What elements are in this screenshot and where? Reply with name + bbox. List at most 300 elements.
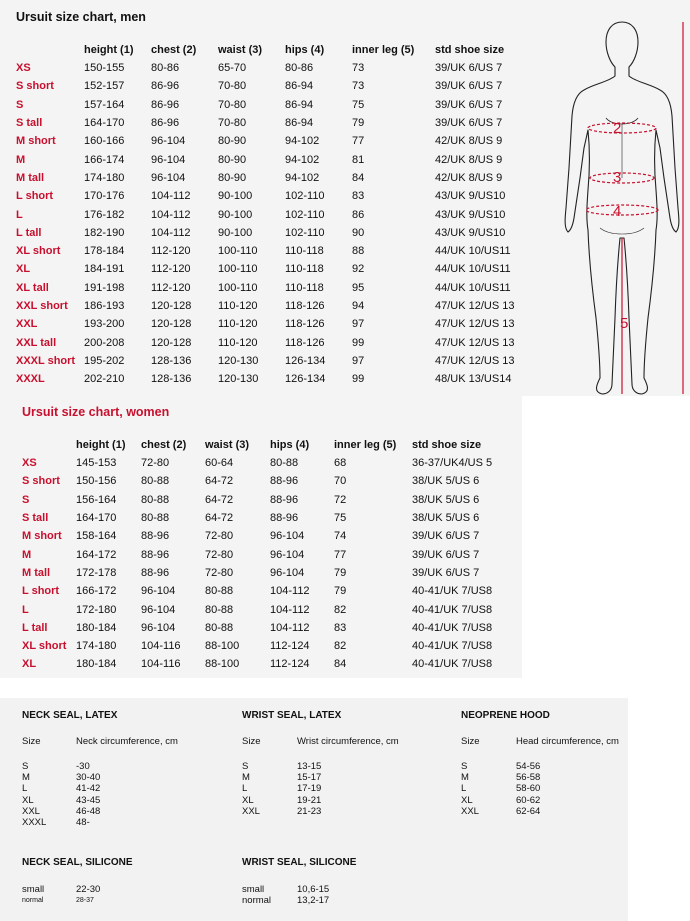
table-row bbox=[22, 545, 507, 563]
table-row bbox=[16, 169, 530, 187]
size-label: XXXL bbox=[16, 373, 45, 386]
table-cell: 92 bbox=[352, 263, 365, 276]
table-cell: 104-112 bbox=[151, 208, 191, 221]
table-row bbox=[22, 454, 507, 472]
table-cell: 193-200 bbox=[84, 318, 125, 331]
table-cell: 94-102 bbox=[285, 153, 320, 166]
seal-size: small bbox=[22, 884, 45, 895]
table-cell: 40-41/UK 7/US8 bbox=[412, 621, 493, 634]
table-cell: 47/UK 12/US 13 bbox=[435, 318, 515, 331]
size-label: L short bbox=[22, 585, 60, 598]
list-item bbox=[461, 761, 626, 772]
table-cell: 40-41/UK 7/US8 bbox=[412, 640, 493, 653]
table-cell: 90-100 bbox=[218, 208, 253, 221]
table-cell: 80-88 bbox=[205, 621, 234, 634]
seal-size: XL bbox=[22, 794, 34, 806]
table-cell: 40-41/UK 7/US8 bbox=[412, 603, 493, 616]
table-cell: 118-126 bbox=[285, 318, 325, 331]
size-label: M bbox=[22, 548, 32, 561]
wrist-seal-silicone-block bbox=[242, 857, 452, 906]
table-cell: 83 bbox=[352, 190, 365, 203]
table-cell: 80-86 bbox=[151, 62, 180, 75]
table-cell: 70-80 bbox=[218, 117, 247, 130]
table-cell: 97 bbox=[352, 354, 365, 367]
table-cell: 82 bbox=[334, 603, 347, 616]
table-cell: 86-96 bbox=[151, 80, 180, 93]
table-cell: 44/UK 10/US11 bbox=[435, 263, 511, 276]
list-item bbox=[461, 806, 626, 817]
table-cell: 40-41/UK 7/US8 bbox=[412, 585, 493, 598]
table-cell: 68 bbox=[334, 457, 347, 470]
table-cell: 126-134 bbox=[285, 354, 326, 367]
table-cell: 172-178 bbox=[76, 566, 117, 579]
list-item bbox=[22, 772, 232, 783]
seal-circumference: 46-48 bbox=[76, 805, 101, 817]
column-header: chest (2) bbox=[141, 439, 187, 451]
table-cell: 88-96 bbox=[141, 548, 170, 561]
table-cell: 47/UK 12/US 13 bbox=[435, 354, 515, 367]
list-item bbox=[242, 772, 452, 783]
table-row bbox=[22, 637, 507, 655]
table-cell: 43/UK 9/US10 bbox=[435, 208, 506, 221]
table-cell: 39/UK 6/US 7 bbox=[435, 98, 503, 111]
table-cell: 88-96 bbox=[270, 475, 299, 488]
table-cell: 96-104 bbox=[151, 153, 186, 166]
table-cell: 39/UK 6/US 7 bbox=[435, 62, 503, 75]
table-cell: 80-90 bbox=[218, 171, 247, 184]
table-cell: 112-120 bbox=[151, 245, 191, 258]
table-cell: 72-80 bbox=[141, 457, 170, 470]
table-row bbox=[16, 352, 530, 370]
table-row bbox=[16, 370, 530, 388]
seal-circumference: 10,6-15 bbox=[297, 884, 330, 895]
table-row bbox=[16, 260, 530, 278]
table-cell: 82 bbox=[334, 640, 347, 653]
table-cell: 39/UK 6/US 7 bbox=[412, 566, 480, 579]
size-label: M tall bbox=[16, 171, 45, 184]
table-cell: 86-96 bbox=[151, 117, 180, 130]
table-cell: 36-37/UK4/US 5 bbox=[412, 457, 493, 470]
table-cell: 72-80 bbox=[205, 548, 234, 561]
seal-circumference: 22-30 bbox=[76, 884, 101, 895]
size-label: M bbox=[16, 153, 26, 166]
table-row bbox=[22, 564, 507, 582]
table-row bbox=[22, 655, 507, 673]
list-item bbox=[22, 761, 232, 772]
table-cell: 79 bbox=[334, 566, 347, 579]
table-cell: 110-120 bbox=[218, 336, 258, 349]
seal-circumference: 54-56 bbox=[516, 761, 541, 772]
seal-circumference: 13,2-17 bbox=[297, 895, 330, 907]
list-item bbox=[461, 783, 626, 794]
table-cell: 42/UK 8/US 9 bbox=[435, 153, 503, 166]
table-row bbox=[22, 600, 507, 618]
size-label: L short bbox=[16, 190, 54, 203]
table-cell: 65-70 bbox=[218, 62, 247, 75]
table-cell: 110-120 bbox=[218, 300, 258, 312]
list-item bbox=[242, 795, 452, 806]
table-cell: 96-104 bbox=[141, 621, 176, 634]
size-label: L bbox=[16, 208, 23, 221]
size-label: S short bbox=[16, 80, 54, 93]
table-cell: 80-88 bbox=[270, 457, 299, 470]
size-label: XS bbox=[22, 457, 37, 470]
table-cell: 120-128 bbox=[151, 336, 192, 349]
table-row bbox=[16, 114, 530, 132]
table-cell: 90 bbox=[352, 226, 365, 239]
seal-size: M bbox=[242, 772, 250, 784]
table-cell: 39/UK 6/US 7 bbox=[412, 548, 480, 561]
table-cell: 102-110 bbox=[285, 208, 325, 221]
table-cell: 80-90 bbox=[218, 153, 247, 166]
seal-size: XXL bbox=[22, 805, 40, 817]
size-column-header: Size bbox=[22, 736, 41, 747]
table-cell: 157-164 bbox=[84, 98, 125, 111]
table-cell: 150-156 bbox=[76, 475, 117, 488]
neck-circumference-header: Neck circumference, cm bbox=[76, 736, 178, 747]
table-cell: 81 bbox=[352, 153, 365, 166]
table-cell: 112-124 bbox=[270, 658, 310, 671]
table-cell: 84 bbox=[334, 658, 347, 671]
table-cell: 102-110 bbox=[285, 226, 325, 239]
table-cell: 86-94 bbox=[285, 117, 314, 130]
table-cell: 42/UK 8/US 9 bbox=[435, 135, 503, 148]
neck-seal-latex-header bbox=[22, 736, 232, 747]
table-cell: 77 bbox=[352, 135, 365, 148]
seal-size: XXL bbox=[242, 805, 260, 817]
table-cell: 43/UK 9/US10 bbox=[435, 226, 506, 239]
size-column-header bbox=[22, 436, 76, 454]
table-cell: 80-88 bbox=[205, 603, 234, 616]
list-item bbox=[22, 795, 232, 806]
chest-label: 2 bbox=[613, 120, 622, 137]
hips-measure-line bbox=[586, 205, 658, 215]
list-item bbox=[22, 783, 232, 794]
table-cell: 73 bbox=[352, 62, 365, 75]
table-cell: 104-112 bbox=[151, 226, 191, 239]
table-cell: 166-172 bbox=[76, 585, 117, 598]
table-cell: 88-96 bbox=[270, 493, 299, 506]
table-cell: 70-80 bbox=[218, 98, 247, 111]
table-cell: 118-126 bbox=[285, 336, 325, 349]
table-cell: 94-102 bbox=[285, 171, 320, 184]
size-label: XL bbox=[16, 263, 31, 276]
table-cell: 48/UK 13/US14 bbox=[435, 373, 512, 386]
table-cell: 112-120 bbox=[151, 281, 191, 294]
table-cell: 180-184 bbox=[76, 658, 117, 671]
list-item bbox=[242, 806, 452, 817]
table-cell: 47/UK 12/US 13 bbox=[435, 336, 515, 349]
table-cell: 110-120 bbox=[218, 318, 258, 331]
neoprene-hood-header bbox=[461, 736, 626, 747]
body-measurement-figure bbox=[560, 18, 686, 398]
table-cell: 86 bbox=[352, 208, 365, 221]
table-cell: 77 bbox=[334, 548, 347, 561]
seal-circumference: 48- bbox=[76, 816, 90, 828]
seal-size: small bbox=[242, 884, 265, 895]
size-label: XXXL short bbox=[16, 354, 76, 367]
table-cell: 178-184 bbox=[84, 245, 125, 258]
table-cell: 104-112 bbox=[270, 585, 310, 598]
table-cell: 72-80 bbox=[205, 566, 234, 579]
seal-size: M bbox=[22, 772, 30, 784]
table-cell: 104-112 bbox=[270, 603, 310, 616]
size-label: XL bbox=[22, 658, 37, 671]
table-cell: 80-90 bbox=[218, 135, 247, 148]
list-item bbox=[242, 761, 452, 772]
table-cell: 145-153 bbox=[76, 457, 117, 470]
table-cell: 104-112 bbox=[151, 190, 191, 203]
table-cell: 174-180 bbox=[84, 171, 125, 184]
size-label: S short bbox=[22, 475, 60, 488]
inner-leg-label: 5 bbox=[620, 315, 629, 332]
table-cell: 74 bbox=[334, 530, 347, 543]
table-cell: 43/UK 9/US10 bbox=[435, 190, 506, 203]
table-row bbox=[16, 77, 530, 95]
table-cell: 180-184 bbox=[76, 621, 117, 634]
list-item bbox=[461, 795, 626, 806]
size-label: S tall bbox=[22, 512, 49, 525]
size-label: S tall bbox=[16, 117, 43, 130]
table-cell: 200-208 bbox=[84, 336, 125, 349]
table-cell: 100-110 bbox=[218, 245, 258, 258]
neoprene-hood-rows bbox=[461, 761, 626, 817]
column-header: waist (3) bbox=[205, 439, 250, 451]
table-cell: 120-128 bbox=[151, 300, 192, 312]
seal-circumference: 17-19 bbox=[297, 783, 322, 795]
seal-circumference: 13-15 bbox=[297, 761, 322, 772]
table-header-row bbox=[22, 436, 507, 454]
seal-size: S bbox=[22, 761, 29, 772]
list-item bbox=[242, 884, 452, 895]
seal-size: XXXL bbox=[22, 816, 47, 828]
table-cell: 100-110 bbox=[218, 281, 258, 294]
table-cell: 60-64 bbox=[205, 457, 234, 470]
table-cell: 128-136 bbox=[151, 373, 192, 386]
neck-seal-silicone-title: NECK SEAL, SILICONE bbox=[22, 857, 133, 868]
list-item bbox=[242, 783, 452, 794]
table-cell: 170-176 bbox=[84, 190, 125, 203]
table-cell: 84 bbox=[352, 171, 365, 184]
table-cell: 94 bbox=[352, 300, 365, 312]
seal-size: S bbox=[242, 761, 249, 772]
table-cell: 202-210 bbox=[84, 373, 125, 386]
table-cell: 70 bbox=[334, 475, 347, 488]
wrist-seal-latex-header bbox=[242, 736, 452, 747]
women-size-table bbox=[22, 436, 507, 674]
list-item bbox=[22, 817, 232, 828]
table-cell: 120-130 bbox=[218, 373, 259, 386]
seal-circumference: 41-42 bbox=[76, 783, 101, 795]
table-cell: 99 bbox=[352, 336, 365, 349]
size-label: S bbox=[16, 98, 24, 111]
table-cell: 90-100 bbox=[218, 190, 253, 203]
table-cell: 104-116 bbox=[141, 658, 181, 671]
table-cell: 88-100 bbox=[205, 640, 240, 653]
table-cell: 75 bbox=[352, 98, 365, 111]
size-label: M short bbox=[16, 135, 56, 148]
table-row bbox=[16, 224, 530, 242]
table-cell: 112-120 bbox=[151, 263, 191, 276]
table-cell: 102-110 bbox=[285, 190, 325, 203]
seal-size: L bbox=[242, 783, 248, 795]
wrist-seal-silicone-rows bbox=[242, 884, 452, 906]
table-cell: 104-112 bbox=[270, 621, 310, 634]
table-cell: 100-110 bbox=[218, 263, 258, 276]
table-cell: 164-170 bbox=[84, 117, 125, 130]
seal-circumference: 30-40 bbox=[76, 772, 101, 784]
table-cell: 99 bbox=[352, 373, 365, 386]
column-header: std shoe size bbox=[435, 44, 505, 56]
table-cell: 80-88 bbox=[205, 585, 234, 598]
table-cell: 118-126 bbox=[285, 300, 325, 312]
table-cell: 83 bbox=[334, 621, 347, 634]
table-cell: 64-72 bbox=[205, 512, 234, 525]
table-row bbox=[16, 279, 530, 297]
neoprene-hood-block bbox=[461, 710, 626, 817]
size-label: S bbox=[22, 493, 30, 506]
seal-size: normal bbox=[242, 895, 272, 907]
size-column-header bbox=[16, 41, 84, 59]
seal-size: XL bbox=[242, 794, 254, 806]
column-header: inner leg (5) bbox=[334, 439, 397, 451]
seal-circumference: 15-17 bbox=[297, 772, 322, 784]
list-item bbox=[22, 884, 232, 895]
table-cell: 90-100 bbox=[218, 226, 253, 239]
table-cell: 184-191 bbox=[84, 263, 125, 276]
table-cell: 38/UK 5/US 6 bbox=[412, 493, 480, 506]
table-row bbox=[22, 527, 507, 545]
table-cell: 88 bbox=[352, 245, 365, 258]
table-cell: 96-104 bbox=[151, 171, 186, 184]
table-cell: 79 bbox=[352, 117, 365, 130]
seal-size: S bbox=[461, 761, 468, 772]
size-label: L tall bbox=[16, 226, 42, 239]
neck-seal-silicone-rows bbox=[22, 884, 232, 906]
table-cell: 104-116 bbox=[141, 640, 181, 653]
column-header: std shoe size bbox=[412, 439, 482, 451]
table-cell: 88-96 bbox=[141, 566, 170, 579]
table-row bbox=[22, 619, 507, 637]
table-cell: 126-134 bbox=[285, 373, 326, 386]
table-cell: 174-180 bbox=[76, 640, 117, 653]
neoprene-hood-title: NEOPRENE HOOD bbox=[461, 710, 550, 721]
table-cell: 73 bbox=[352, 80, 365, 93]
list-item bbox=[22, 895, 232, 906]
size-label: XXL bbox=[16, 318, 38, 331]
seal-circumference: 58-60 bbox=[516, 783, 541, 795]
column-header: height (1) bbox=[84, 44, 134, 56]
table-cell: 164-172 bbox=[76, 548, 117, 561]
table-cell: 120-128 bbox=[151, 318, 192, 331]
column-header: height (1) bbox=[76, 439, 126, 451]
seal-circumference: 43-45 bbox=[76, 794, 101, 806]
table-cell: 44/UK 10/US11 bbox=[435, 281, 511, 294]
seal-circumference: 60-62 bbox=[516, 794, 541, 806]
wrist-seal-latex-rows bbox=[242, 761, 452, 817]
waist-label: 3 bbox=[613, 169, 622, 186]
list-item bbox=[242, 895, 452, 906]
table-cell: 72 bbox=[334, 493, 347, 506]
women-chart-title: Ursuit size chart, women bbox=[22, 405, 170, 419]
table-row bbox=[16, 205, 530, 223]
table-cell: 186-193 bbox=[84, 300, 125, 312]
seal-circumference: -30 bbox=[76, 761, 90, 772]
table-cell: 97 bbox=[352, 318, 365, 331]
table-cell: 64-72 bbox=[205, 493, 234, 506]
table-cell: 80-86 bbox=[285, 62, 314, 75]
size-column-header: Size bbox=[461, 736, 480, 747]
table-row bbox=[16, 297, 530, 315]
table-cell: 195-202 bbox=[84, 354, 125, 367]
table-cell: 96-104 bbox=[270, 548, 305, 561]
table-cell: 176-182 bbox=[84, 208, 125, 221]
table-cell: 38/UK 5/US 6 bbox=[412, 512, 480, 525]
table-cell: 96-104 bbox=[270, 566, 305, 579]
table-cell: 150-155 bbox=[84, 62, 125, 75]
hips-label: 4 bbox=[613, 203, 622, 220]
wrist-seal-silicone-title: WRIST SEAL, SILICONE bbox=[242, 857, 357, 868]
table-row bbox=[16, 187, 530, 205]
table-cell: 86-94 bbox=[285, 98, 314, 111]
column-header: waist (3) bbox=[218, 44, 263, 56]
table-cell: 47/UK 12/US 13 bbox=[435, 300, 515, 312]
table-cell: 166-174 bbox=[84, 153, 125, 166]
table-cell: 96-104 bbox=[270, 530, 305, 543]
size-label: XL tall bbox=[16, 281, 49, 294]
table-row bbox=[16, 59, 530, 77]
table-cell: 172-180 bbox=[76, 603, 117, 616]
table-cell: 88-96 bbox=[270, 512, 299, 525]
table-cell: 95 bbox=[352, 281, 365, 294]
seal-size: M bbox=[461, 772, 469, 784]
table-cell: 152-157 bbox=[84, 80, 125, 93]
men-chart-title: Ursuit size chart, men bbox=[16, 10, 146, 24]
table-row bbox=[22, 472, 507, 490]
size-label: XS bbox=[16, 62, 31, 75]
table-row bbox=[22, 582, 507, 600]
table-cell: 120-130 bbox=[218, 354, 259, 367]
table-cell: 94-102 bbox=[285, 135, 320, 148]
table-header-row bbox=[16, 41, 530, 59]
table-cell: 79 bbox=[334, 585, 347, 598]
seal-circumference: 56-58 bbox=[516, 772, 541, 784]
table-cell: 39/UK 6/US 7 bbox=[435, 117, 503, 130]
size-label: L bbox=[22, 603, 29, 616]
table-cell: 70-80 bbox=[218, 80, 247, 93]
size-label: XL short bbox=[22, 640, 67, 653]
table-cell: 110-118 bbox=[285, 263, 324, 276]
size-label: M tall bbox=[22, 566, 51, 579]
seal-size: L bbox=[461, 783, 467, 795]
table-cell: 64-72 bbox=[205, 475, 234, 488]
table-cell: 88-100 bbox=[205, 658, 240, 671]
head-circumference-header: Head circumference, cm bbox=[516, 736, 619, 747]
table-cell: 96-104 bbox=[141, 603, 176, 616]
size-label: L tall bbox=[22, 621, 48, 634]
table-cell: 86-94 bbox=[285, 80, 314, 93]
table-cell: 88-96 bbox=[141, 530, 170, 543]
seal-circumference: 28-37 bbox=[76, 897, 94, 905]
seal-circumference: 21-23 bbox=[297, 805, 322, 817]
table-cell: 156-164 bbox=[76, 493, 117, 506]
neck-seal-latex-title: NECK SEAL, LATEX bbox=[22, 710, 118, 721]
seal-size: XXL bbox=[461, 805, 479, 817]
size-label: XL short bbox=[16, 245, 61, 258]
table-cell: 110-118 bbox=[285, 245, 324, 258]
wrist-seal-latex-block bbox=[242, 710, 452, 817]
table-cell: 39/UK 6/US 7 bbox=[412, 530, 480, 543]
